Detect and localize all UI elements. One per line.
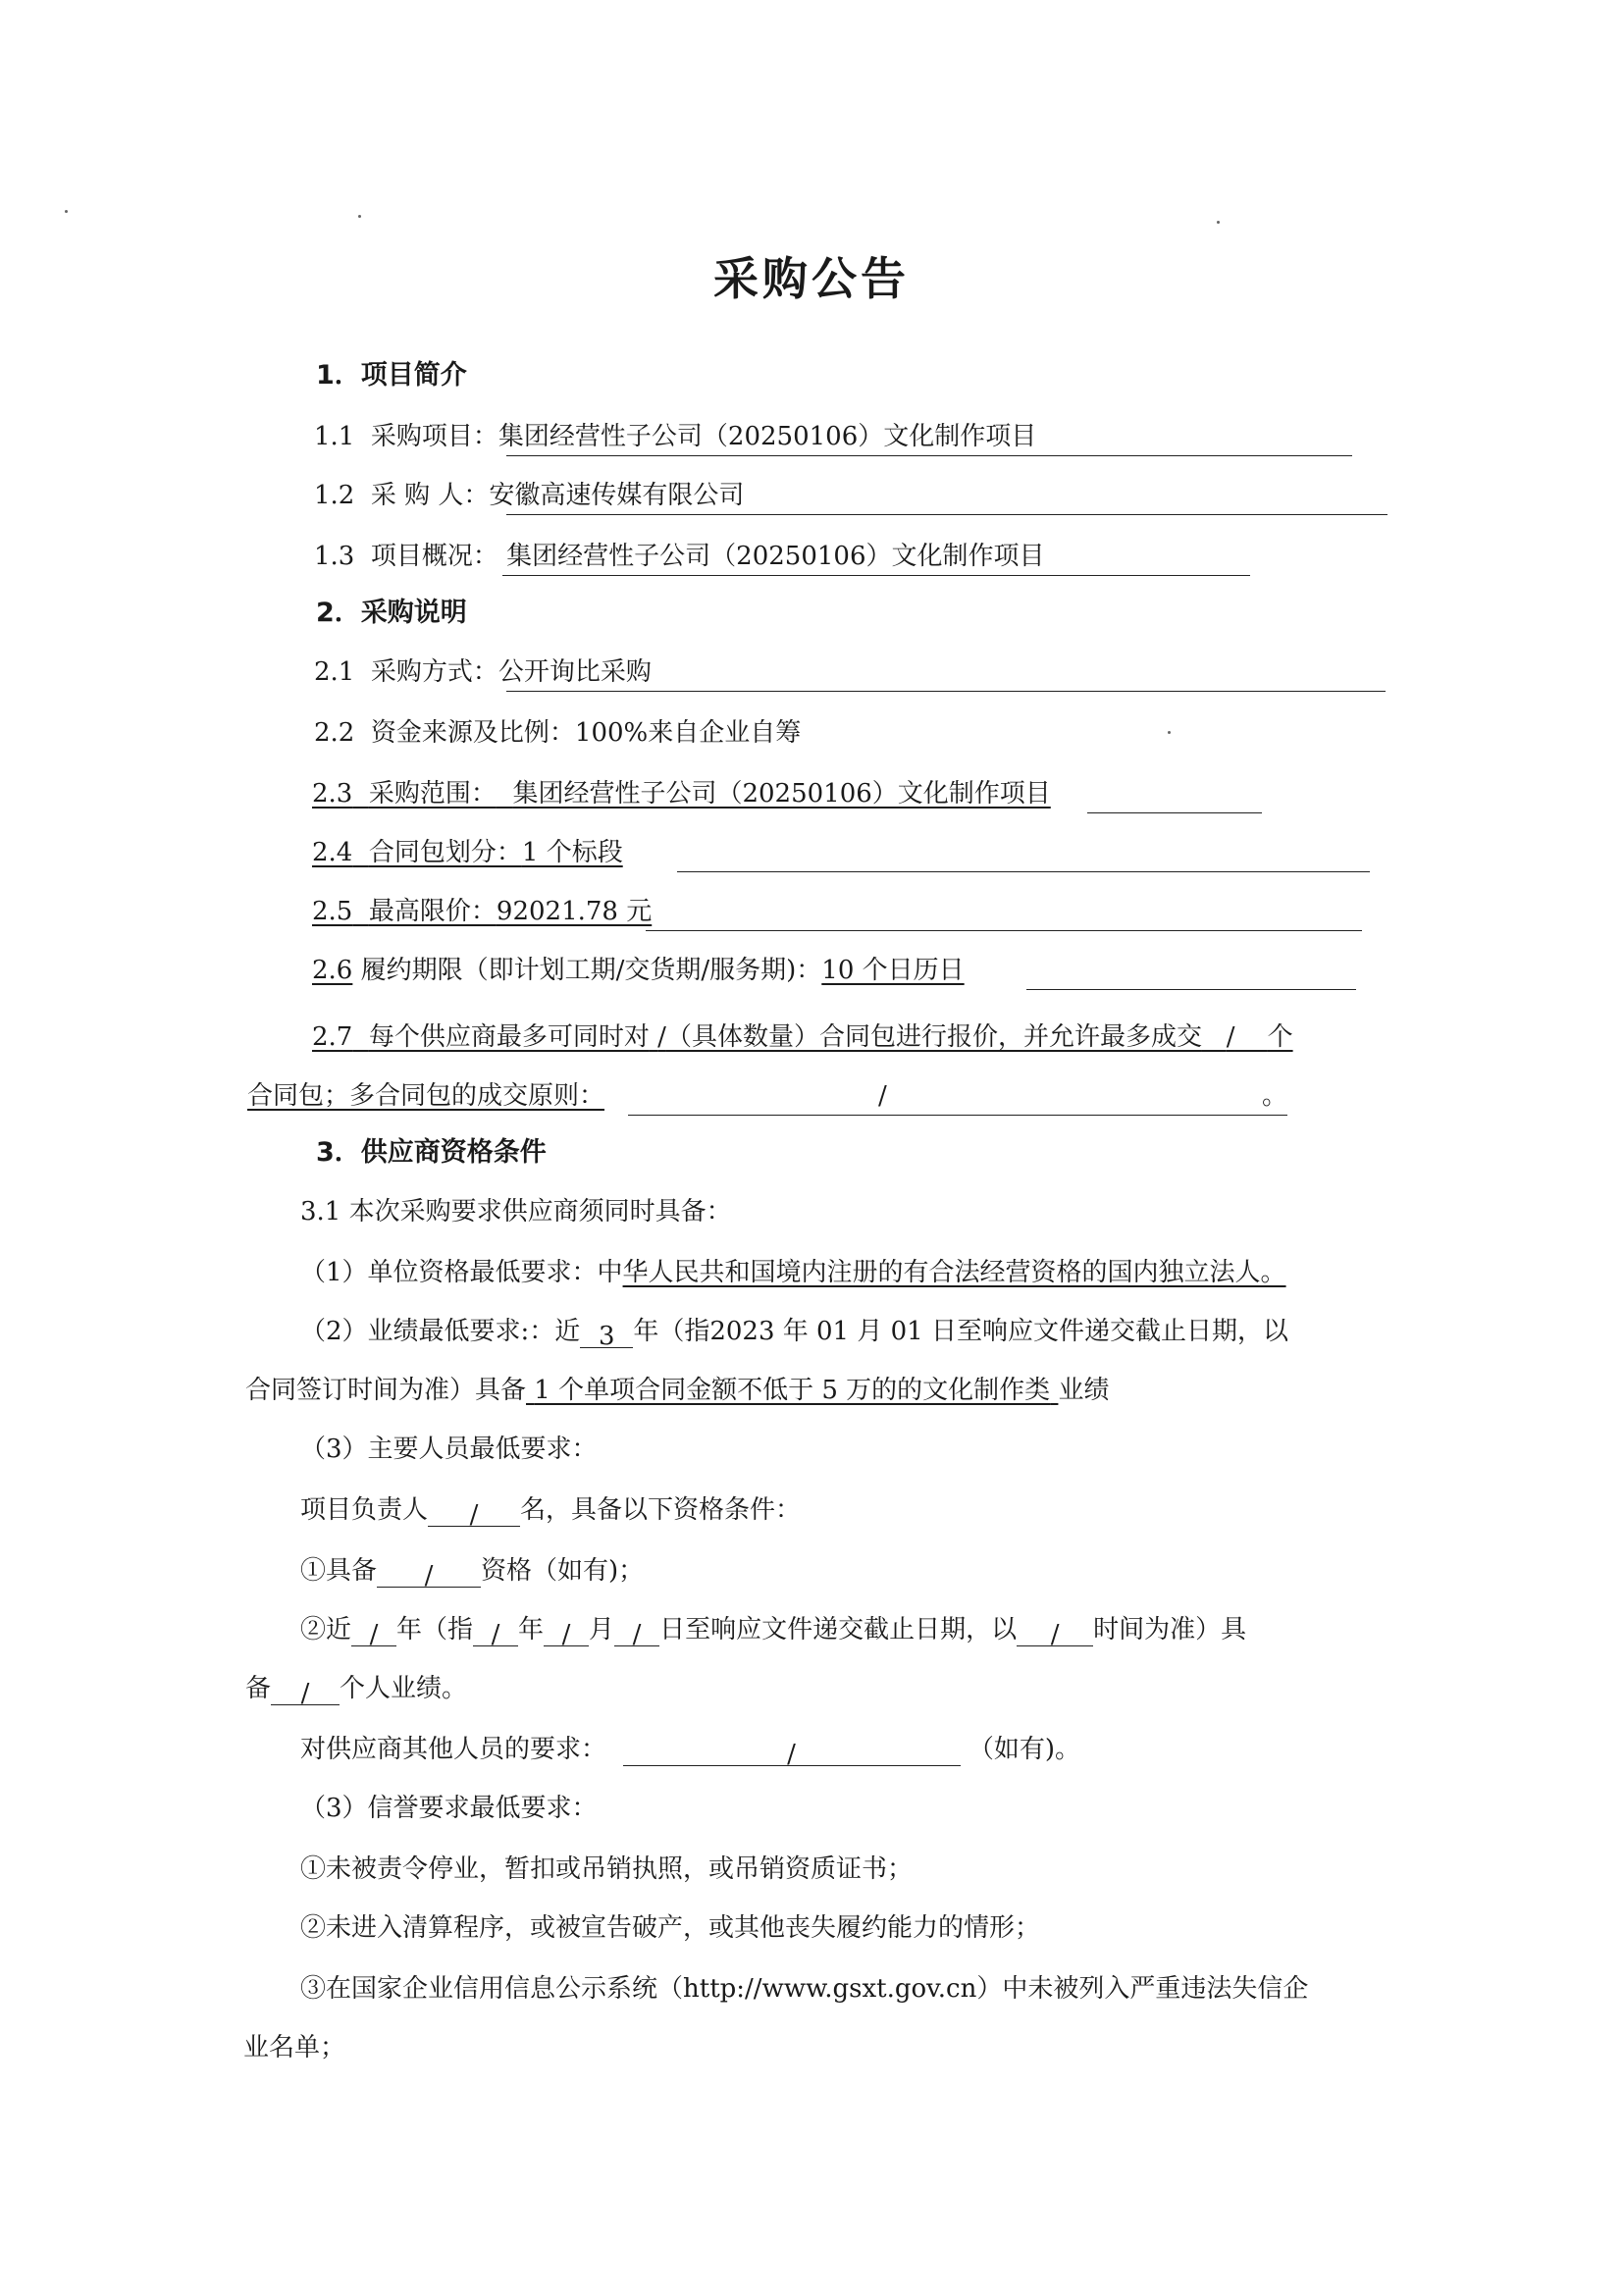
- req-performance: [300, 1315, 1288, 1351]
- blank-value: /: [351, 1618, 396, 1646]
- item-number: 2.6: [312, 956, 353, 985]
- item-label: 采购方式：: [370, 657, 498, 687]
- scan-speck: [1168, 731, 1171, 734]
- item-number: 2.5: [312, 897, 353, 926]
- item-value: 安徽高速传媒有限公司: [489, 481, 745, 510]
- item-number: 2.1: [314, 657, 355, 687]
- condition-2: [300, 1613, 1247, 1649]
- item-label: 项目概况：: [370, 542, 498, 571]
- item-value: 集团经营性子公司（20250106）文化制作项目: [506, 542, 1045, 571]
- item-end-mark: 。: [1262, 1081, 1288, 1111]
- scan-speck: [65, 210, 68, 213]
- req-text: 名，具备以下资格条件：: [520, 1495, 802, 1525]
- item-value: 集团经营性子公司（20250106）文化制作项目: [512, 779, 1051, 809]
- other-personnel: [300, 1733, 1080, 1769]
- condition-2-cont: [245, 1672, 468, 1708]
- credit-1: ①未被责令停业，暂扣或吊销执照，或吊销资质证书；: [300, 1854, 914, 1884]
- item-text: 合同包；多合同包的成交原则：: [247, 1081, 605, 1111]
- req-label: （1）单位资格最低要求：中: [300, 1258, 623, 1287]
- req-text: 月: [589, 1615, 615, 1644]
- section-heading-1: 1．项目简介: [316, 360, 467, 391]
- req-label: （2）业绩最低要求:：近: [300, 1317, 581, 1346]
- item-value: 100%来自企业自筹: [574, 718, 802, 748]
- req-unit-qualification: [300, 1256, 1286, 1289]
- item-value: 1 个标段: [521, 838, 623, 867]
- item-2-6: [312, 954, 965, 987]
- item-2-1: [314, 655, 652, 689]
- item-label: 最高限价：: [368, 897, 497, 926]
- item-1-1: [314, 420, 1036, 453]
- blank-value: /: [1226, 1022, 1235, 1052]
- req-personnel: （3）主要人员最低要求：: [300, 1435, 598, 1464]
- blank-value: /: [377, 1559, 481, 1588]
- credit-2: ②未进入清算程序，或被宣告破产，或其他丧失履约能力的情形；: [300, 1913, 1041, 1943]
- project-manager-count: [300, 1493, 802, 1530]
- req-text: 年: [518, 1615, 545, 1644]
- page-title: 采购公告: [713, 252, 910, 305]
- blank-value: /: [657, 1022, 666, 1052]
- fill-line: [1087, 812, 1262, 813]
- req-performance-cont: [245, 1374, 1109, 1407]
- item-number: 2.7: [312, 1022, 353, 1052]
- req-text: 备: [245, 1674, 272, 1703]
- blank-value: /: [1017, 1618, 1093, 1646]
- blank-value: /: [544, 1618, 589, 1646]
- item-1-3: [314, 540, 1045, 573]
- blank-value: /: [623, 1738, 961, 1766]
- req-text: 业绩: [1058, 1376, 1110, 1405]
- item-number: 2.2: [314, 718, 355, 748]
- section-heading-2: 2．采购说明: [316, 598, 467, 628]
- item-label: 采购范围：: [368, 779, 497, 809]
- req-text: 资格（如有)；: [481, 1556, 645, 1586]
- req-text: （如有)。: [968, 1735, 1080, 1764]
- fill-line: [628, 1115, 1287, 1116]
- item-label: 采购项目：: [370, 422, 498, 451]
- fill-line: [502, 575, 1250, 576]
- blank-value: 3: [580, 1320, 633, 1348]
- item-label: 资金来源及比例：: [370, 718, 575, 748]
- scan-speck: [1217, 221, 1220, 224]
- blank-value: /: [271, 1677, 340, 1705]
- item-label: 合同包划分：: [368, 838, 522, 867]
- req-text: 对供应商其他人员的要求：: [300, 1735, 607, 1764]
- item-number: 2.4: [312, 838, 353, 867]
- condition-1: [300, 1554, 645, 1591]
- fill-line: [506, 691, 1386, 692]
- req-credit: （3）信誉要求最低要求：: [300, 1794, 598, 1823]
- item-3-1: 3.1 本次采购要求供应商须同时具备：: [300, 1197, 732, 1226]
- item-number: 1.1: [314, 422, 355, 451]
- req-value: 华人民共和国境内注册的有合法经营资格的国内独立法人。: [622, 1258, 1286, 1287]
- req-text: 时间为准）具: [1093, 1615, 1247, 1644]
- item-number: 1.2: [314, 481, 355, 510]
- blank-value: /: [473, 1618, 518, 1646]
- req-text: 个人业绩。: [340, 1674, 468, 1703]
- item-number: 2.3: [312, 779, 353, 809]
- item-2-5: [312, 895, 652, 928]
- item-1-2: [314, 479, 744, 512]
- credit-3-cont: 业名单；: [243, 2033, 346, 2062]
- section-heading-3: 3．供应商资格条件: [316, 1137, 547, 1168]
- fill-line: [646, 930, 1362, 931]
- fill-line: [506, 455, 1352, 456]
- blank-value: /: [614, 1618, 659, 1646]
- req-text: 年（指: [396, 1615, 474, 1644]
- item-text: 个: [1267, 1022, 1293, 1052]
- fill-line: [677, 871, 1370, 872]
- req-text: 日至响应文件递交截止日期，以: [659, 1615, 1018, 1644]
- item-2-7: [312, 1020, 1293, 1054]
- item-2-2: [314, 716, 801, 750]
- credit-3: ③在国家企业信用信息公示系统（http://www.gsxt.gov.cn）中未被列入严重违法失信企: [300, 1974, 1309, 2004]
- item-2-4: [312, 836, 623, 869]
- req-text: ②近: [300, 1615, 352, 1644]
- fill-line: [1026, 989, 1356, 990]
- blank-value: /: [428, 1498, 520, 1527]
- item-value: 92021.78 元: [496, 897, 653, 926]
- fill-line: [506, 514, 1387, 515]
- req-text: 合同签订时间为准）具备: [245, 1376, 527, 1405]
- item-number: 1.3: [314, 542, 355, 571]
- req-text: 项目负责人: [300, 1495, 429, 1525]
- item-label: 履约期限（即计划工期/交货期/服务期)：: [360, 956, 822, 985]
- item-value: 公开询比采购: [497, 657, 652, 687]
- req-text: ①具备: [300, 1556, 378, 1586]
- item-2-7-cont: [247, 1079, 604, 1113]
- item-label: 采 购 人：: [370, 481, 490, 510]
- item-value: 集团经营性子公司（20250106）文化制作项目: [497, 422, 1037, 451]
- req-text: 年（指2023 年 01 月 01 日至响应文件递交截止日期，以: [633, 1317, 1288, 1346]
- req-value: 1 个单项合同金额不低于 5 万的的文化制作类: [534, 1376, 1051, 1405]
- item-2-3: [312, 777, 1051, 810]
- item-value: 10 个日历日: [821, 956, 965, 985]
- scan-speck: [358, 215, 361, 218]
- item-text: 每个供应商最多可同时对: [368, 1022, 650, 1052]
- blank-value: /: [878, 1081, 887, 1111]
- item-text: （具体数量）合同包进行报价，并允许最多成交: [665, 1022, 1202, 1052]
